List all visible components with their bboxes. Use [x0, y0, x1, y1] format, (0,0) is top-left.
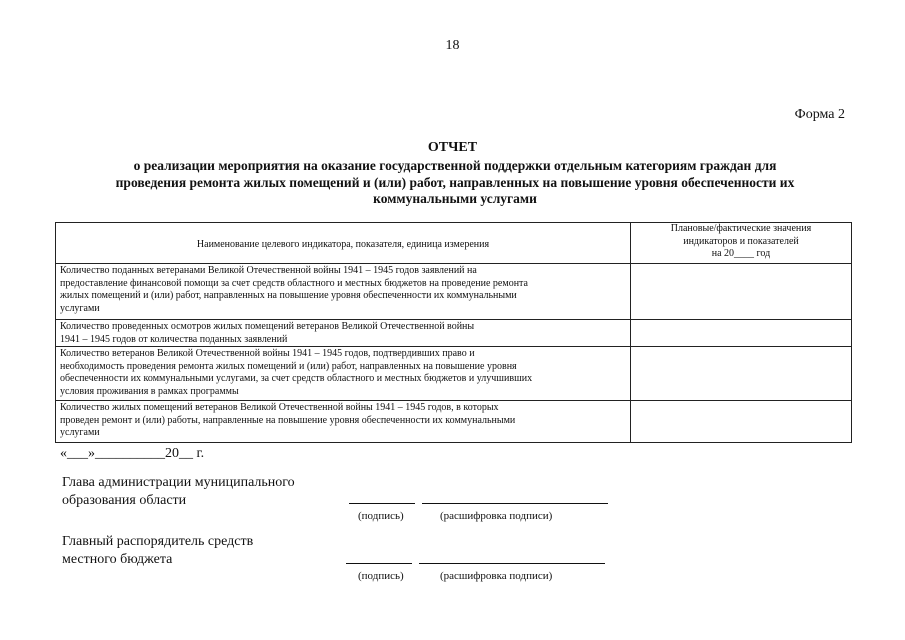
cell-line: Количество проведенных осмотров жилых помещений ветеранов Великой Отечественной войны	[60, 321, 475, 332]
table-row	[56, 401, 852, 443]
cell-line: услугами	[60, 427, 100, 438]
signature-decoding-line[interactable]	[419, 563, 605, 564]
cell-line: необходимость проведения ремонта жилых помещений и (или) работ, направленных на повышение уровня	[60, 360, 517, 372]
indicator-value-cell[interactable]	[631, 347, 852, 401]
form-label: Форма 2	[794, 107, 845, 122]
cell-line: условия проживания в рамках программы	[60, 385, 239, 397]
subtitle-line: проведения ремонта жилых помещений и (или) работ, направленных на повышение уровня обеспеченности их	[115, 174, 795, 190]
header-values	[631, 223, 852, 264]
signature-caption: (подпись)	[358, 570, 404, 582]
signer-title-line: местного бюджета	[62, 552, 173, 567]
header-values-line: на 20____ год	[711, 248, 771, 259]
indicator-value-cell[interactable]	[631, 401, 852, 443]
table-row	[56, 320, 852, 347]
header-values-line: индикаторов и показателей	[683, 235, 799, 247]
signature-decoding-caption: (расшифровка подписи)	[440, 570, 553, 582]
signer-title-line: Глава администрации муниципального	[62, 475, 295, 490]
signer-title-head	[62, 474, 295, 510]
subtitle-line: коммунальными услугами	[373, 191, 537, 206]
cell-line: проведен ремонт и (или) работы, направленные на повышение уровня обеспеченности их коммунальными	[60, 414, 516, 426]
table-row	[56, 347, 852, 401]
header-indicator-name: Наименование целевого индикатора, показателя, единица измерения	[56, 223, 631, 264]
signature-decoding-caption: (расшифровка подписи)	[440, 510, 553, 522]
cell-line: обеспеченности их коммунальными услугами, за счет средств областного и местных бюджетов и улучшивших	[60, 373, 533, 384]
signer-title-manager	[62, 533, 253, 569]
table-header-row	[56, 223, 852, 264]
signature-decoding-line[interactable]	[422, 503, 608, 504]
cell-line: Количество жилых помещений ветеранов Великой Отечественной войны 1941 – 1945 годов, в которых	[60, 402, 499, 413]
cell-line: услугами	[60, 302, 100, 314]
signature-line[interactable]	[346, 563, 412, 564]
document-subtitle	[60, 158, 850, 208]
table-row	[56, 264, 852, 320]
indicator-value-cell[interactable]	[631, 320, 852, 347]
signer-title-line: Главный распорядитель средств	[62, 534, 254, 549]
document-title: ОТЧЕТ	[427, 140, 478, 155]
cell-line: предоставление финансовой помощи за счет средств областного и местных бюджетов на проведение ремонта	[60, 277, 528, 289]
header-values-line: Плановые/фактические значения	[670, 223, 812, 234]
subtitle-line: о реализации мероприятия на оказание государственной поддержки отдельным категориям граждан для	[133, 158, 777, 173]
page-number: 18	[445, 38, 460, 53]
indicator-value-cell[interactable]	[631, 264, 852, 320]
date-line: «___»__________20__ г.	[60, 446, 205, 461]
signature-line[interactable]	[349, 503, 415, 504]
report-table	[55, 222, 852, 443]
cell-line: жилых помещений и (или) работ, направленных на повышение уровня обеспеченности их коммунальными	[60, 290, 517, 301]
indicator-name-cell	[56, 264, 631, 320]
cell-line: Количество поданных ветеранами Великой Отечественной войны 1941 – 1945 годов заявлений на	[60, 265, 477, 276]
cell-line: Количество ветеранов Великой Отечественной войны 1941 – 1945 годов, подтвердивших право и	[60, 348, 475, 359]
cell-line: 1941 – 1945 годов от количества поданных заявлений	[60, 333, 288, 345]
indicator-name-cell	[56, 320, 631, 347]
indicator-name-cell	[56, 401, 631, 443]
signature-caption: (подпись)	[358, 510, 404, 522]
indicator-name-cell	[56, 347, 631, 401]
signer-title-line: образования области	[62, 493, 187, 508]
